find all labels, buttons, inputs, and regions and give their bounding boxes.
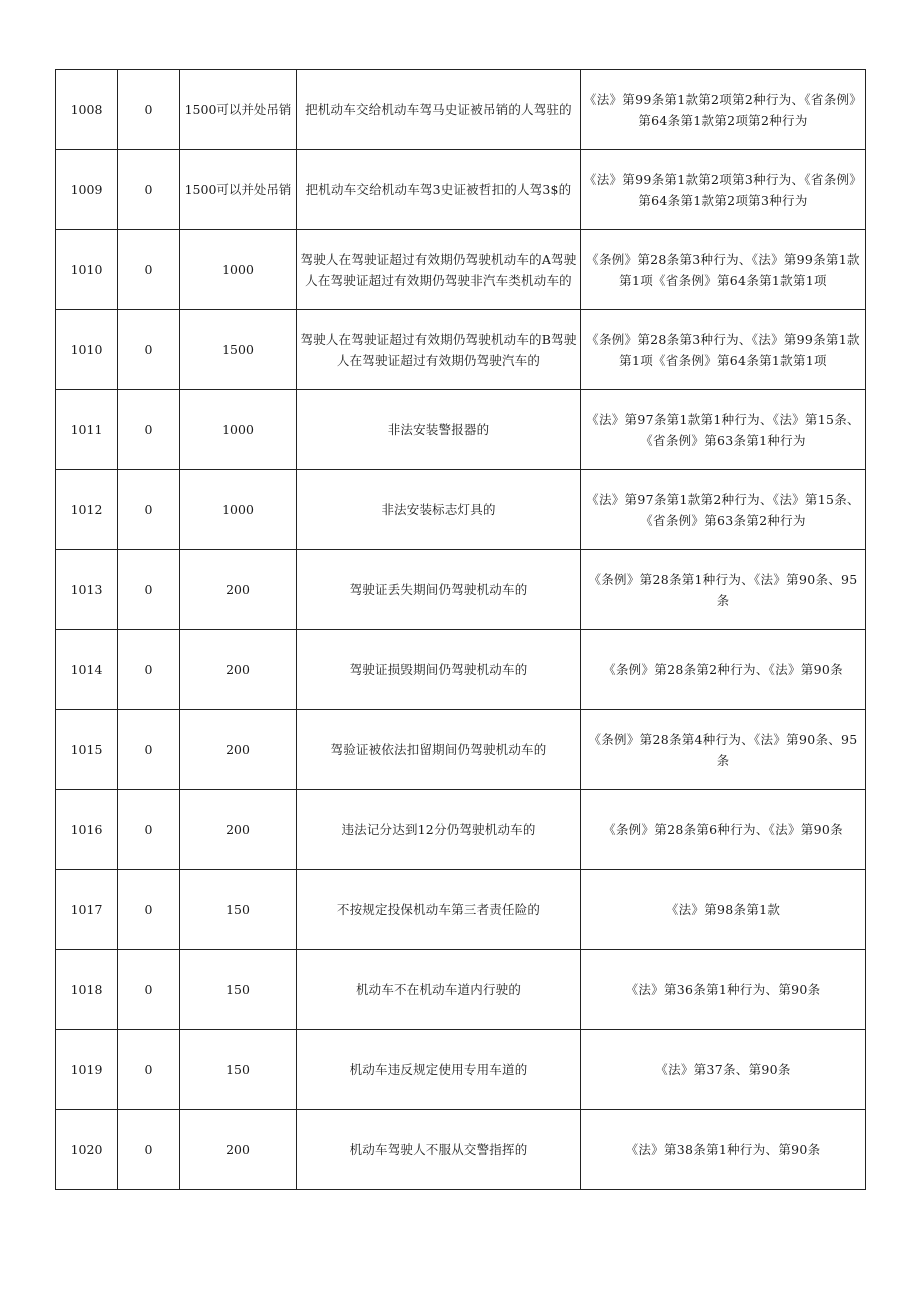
table-row [56,470,866,550]
fine-amount: 1500 [180,310,297,390]
penalty-points: 0 [118,550,180,630]
legal-basis: 《法》第36条第1种行为、第90条 [581,950,866,1030]
fine-amount: 200 [180,790,297,870]
table-row [56,710,866,790]
violation-code: 1015 [56,710,118,790]
violation-behavior: 驾驶人在驾驶证超过有效期仍驾驶机动车的B驾驶人在驾驶证超过有效期仍驾驶汽车的 [297,310,581,390]
fine-amount: 200 [180,710,297,790]
violation-code: 1010 [56,310,118,390]
violation-behavior: 非法安装警报器的 [297,390,581,470]
fine-amount: 1000 [180,390,297,470]
fine-amount: 1000 [180,230,297,310]
penalty-points: 0 [118,470,180,550]
table-row [56,630,866,710]
violation-behavior: 机动车驾驶人不服从交警指挥的 [297,1110,581,1190]
legal-basis: 《法》第98条第1款 [581,870,866,950]
table-row [56,1030,866,1110]
violation-table [55,69,866,1190]
legal-basis: 《法》第99条第1款第2项第3种行为、《省条例》第64条第1款第2项第3种行为 [581,150,866,230]
violation-code: 1010 [56,230,118,310]
fine-amount: 150 [180,870,297,950]
legal-basis: 《条例》第28条第3种行为、《法》第99条第1款第1项《省条例》第64条第1款第1项 [581,230,866,310]
penalty-points: 0 [118,630,180,710]
penalty-points: 0 [118,230,180,310]
legal-basis: 《条例》第28条第3种行为、《法》第99条第1款第1项《省条例》第64条第1款第1项 [581,310,866,390]
violation-table-body [56,70,866,1190]
violation-behavior: 驾验证被依法扣留期间仍驾驶机动车的 [297,710,581,790]
penalty-points: 0 [118,790,180,870]
penalty-points: 0 [118,710,180,790]
legal-basis: 《法》第99条第1款第2项第2种行为、《省条例》第64条第1款第2项第2种行为 [581,70,866,150]
penalty-points: 0 [118,70,180,150]
violation-code: 1016 [56,790,118,870]
violation-code: 1008 [56,70,118,150]
legal-basis: 《法》第38条第1种行为、第90条 [581,1110,866,1190]
violation-code: 1009 [56,150,118,230]
table-row [56,310,866,390]
legal-basis: 《法》第97条第1款第1种行为、《法》第15条、《省条例》第63条第1种行为 [581,390,866,470]
fine-amount: 200 [180,630,297,710]
fine-amount: 200 [180,1110,297,1190]
table-row [56,230,866,310]
violation-code: 1017 [56,870,118,950]
table-row [56,550,866,630]
violation-behavior: 驾驶人在驾驶证超过有效期仍驾驶机动车的A驾驶人在驾驶证超过有效期仍驾驶非汽车类机动车的 [297,230,581,310]
penalty-points: 0 [118,390,180,470]
violation-behavior: 机动车不在机动车道内行驶的 [297,950,581,1030]
table-row [56,390,866,470]
legal-basis: 《条例》第28条第2种行为、《法》第90条 [581,630,866,710]
violation-behavior: 驾驶证损毁期间仍驾驶机动车的 [297,630,581,710]
fine-amount: 1500可以并处吊销 [180,70,297,150]
violation-behavior: 违法记分达到12分仍驾驶机动车的 [297,790,581,870]
violation-behavior: 机动车违反规定使用专用车道的 [297,1030,581,1110]
legal-basis: 《条例》第28条第4种行为、《法》第90条、95条 [581,710,866,790]
legal-basis: 《法》第97条第1款第2种行为、《法》第15条、《省条例》第63条第2种行为 [581,470,866,550]
violation-code: 1011 [56,390,118,470]
table-row [56,70,866,150]
fine-amount: 150 [180,1030,297,1110]
legal-basis: 《条例》第28条第1种行为、《法》第90条、95条 [581,550,866,630]
table-row [56,950,866,1030]
violation-behavior: 把机动车交给机动车驾3史证被哲扣的人驾3$的 [297,150,581,230]
violation-behavior: 驾驶证丢失期间仍驾驶机动车的 [297,550,581,630]
table-row [56,870,866,950]
penalty-points: 0 [118,870,180,950]
penalty-points: 0 [118,150,180,230]
legal-basis: 《条例》第28条第6种行为、《法》第90条 [581,790,866,870]
table-row [56,150,866,230]
violation-code: 1014 [56,630,118,710]
table-row [56,790,866,870]
violation-code: 1018 [56,950,118,1030]
legal-basis: 《法》第37条、第90条 [581,1030,866,1110]
violation-behavior: 把机动车交给机动车驾马史证被吊销的人驾驻的 [297,70,581,150]
violation-code: 1013 [56,550,118,630]
penalty-points: 0 [118,1110,180,1190]
fine-amount: 200 [180,550,297,630]
violation-code: 1020 [56,1110,118,1190]
fine-amount: 1500可以并处吊销 [180,150,297,230]
fine-amount: 1000 [180,470,297,550]
fine-amount: 150 [180,950,297,1030]
violation-code: 1012 [56,470,118,550]
violation-behavior: 非法安装标志灯具的 [297,470,581,550]
penalty-points: 0 [118,310,180,390]
table-row [56,1110,866,1190]
penalty-points: 0 [118,950,180,1030]
violation-behavior: 不按规定投保机动车第三者责任险的 [297,870,581,950]
penalty-points: 0 [118,1030,180,1110]
violation-code: 1019 [56,1030,118,1110]
